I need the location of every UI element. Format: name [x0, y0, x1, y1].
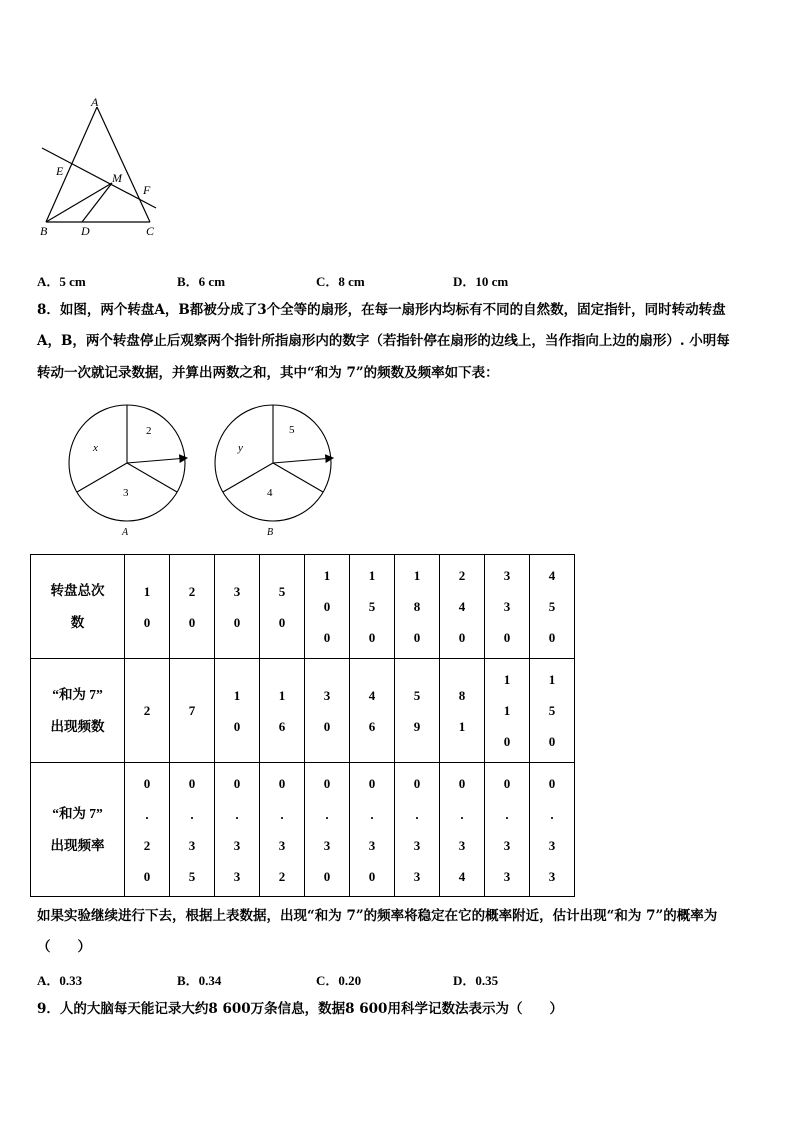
table-digit: 0: [278, 614, 286, 630]
side-ac: [97, 107, 150, 222]
table-digit: 0: [323, 868, 331, 884]
table-digit: 0: [368, 630, 376, 645]
label-e: E: [56, 164, 64, 178]
table-digit: 5: [368, 599, 376, 614]
table-digit: 2: [278, 868, 286, 884]
frequency-cell: [485, 763, 530, 897]
q8-option-d[interactable]: D．0.35: [453, 973, 499, 988]
label-a: A: [91, 95, 99, 109]
row-sum7-frequency: [31, 763, 575, 897]
table-digit: 3: [188, 837, 196, 853]
table-digit: 1: [548, 672, 556, 687]
table-digit: 0: [413, 775, 421, 791]
q8-option-c[interactable]: C．0.20: [316, 973, 362, 988]
q7-option-a[interactable]: A．5 cm: [37, 274, 86, 289]
total-cell: [350, 555, 395, 659]
table-digit: .: [505, 806, 509, 822]
table-digit: 3: [233, 868, 241, 884]
table-digit: 1: [368, 568, 376, 583]
table-digit: 0: [548, 734, 556, 749]
spinner-a-sector-left: x: [93, 442, 98, 454]
count-cell: [170, 659, 215, 763]
table-digit: 0: [143, 775, 151, 791]
q9-question: 9．人的大脑每天能记录大约8 600万条信息，数据8 600用科学记数法表示为（ ）: [37, 1001, 563, 1017]
total-cell: [260, 555, 305, 659]
q7-option-b[interactable]: B．6 cm: [177, 274, 226, 289]
table-digit: 0: [143, 614, 151, 630]
spinner-b-sector-left: y: [238, 442, 243, 454]
count-cell: [305, 659, 350, 763]
total-cell: [395, 555, 440, 659]
table-digit: 0: [323, 718, 331, 734]
table-digit: 1: [503, 703, 511, 718]
table-digit: 0: [323, 630, 331, 645]
row-header-count: “和为 7” 出现频数: [31, 659, 125, 763]
table-digit: .: [460, 806, 464, 822]
triangle-figure: [30, 90, 180, 245]
table-digit: 0: [188, 614, 196, 630]
table-digit: 6: [368, 718, 376, 734]
frequency-cell: [530, 763, 575, 897]
table-digit: 5: [548, 599, 556, 614]
table-digit: .: [235, 806, 239, 822]
table-digit: 2: [143, 837, 151, 853]
q8-line-3: 转动一次就记录数据，并算出两数之和，其中“和为 7”的频数及频率如下表：: [37, 365, 499, 381]
table-digit: 9: [413, 718, 421, 734]
frequency-cell: [350, 763, 395, 897]
table-digit: 0: [143, 868, 151, 884]
spinner-a-caption: A: [122, 527, 129, 538]
frequency-cell: [260, 763, 305, 897]
table-digit: .: [190, 806, 194, 822]
table-digit: 3: [323, 687, 331, 703]
table-digit: 0: [503, 630, 511, 645]
table-digit: 8: [458, 687, 466, 703]
q8-question-line-1: 如果实验继续进行下去，根据上表数据，出现“和为 7”的频率将稳定在它的概率附近，估计出现“和为 7”的概率为: [37, 908, 718, 924]
table-digit: .: [145, 806, 149, 822]
count-cell: [125, 659, 170, 763]
spinner-a-sector-bottom: 3: [123, 487, 129, 499]
count-cell: [395, 659, 440, 763]
spinner-b-sector-top: 5: [289, 424, 295, 436]
row-total-spins: [31, 555, 575, 659]
table-digit: 4: [548, 568, 556, 583]
side-ab: [46, 107, 97, 222]
table-digit: 3: [548, 868, 556, 884]
table-digit: 5: [413, 687, 421, 703]
table-digit: 2: [143, 703, 151, 718]
q8-answer-blank: （ ）: [37, 939, 91, 955]
total-cell: [125, 555, 170, 659]
table-digit: 3: [413, 868, 421, 884]
frequency-cell: [305, 763, 350, 897]
table-digit: 1: [323, 568, 331, 583]
count-cell: [350, 659, 395, 763]
table-digit: 3: [503, 868, 511, 884]
table-digit: 0: [323, 599, 331, 614]
table-digit: 3: [458, 837, 466, 853]
count-cell: [485, 659, 530, 763]
table-digit: .: [415, 806, 419, 822]
frequency-cell: [215, 763, 260, 897]
total-cell: [215, 555, 260, 659]
table-digit: 3: [233, 583, 241, 599]
table-digit: 3: [503, 599, 511, 614]
count-cell: [440, 659, 485, 763]
q8-line-2: A，B，两个转盘停止后观察两个指针所指扇形内的数字（若指针停在扇形的边线上，当作指向上边的扇形）. 小明每: [37, 333, 730, 349]
row-header-frequency: “和为 7” 出现频率: [31, 763, 125, 897]
total-cell: [530, 555, 575, 659]
table-digit: 8: [413, 599, 421, 614]
q7-option-d[interactable]: D．10 cm: [453, 274, 509, 289]
spinner-b-sector-bottom: 4: [267, 487, 273, 499]
count-cell: [215, 659, 260, 763]
segment-dm: [82, 183, 112, 222]
table-digit: 0: [458, 775, 466, 791]
table-digit: .: [280, 806, 284, 822]
frequency-table: [30, 554, 575, 897]
table-digit: 0: [503, 775, 511, 791]
table-digit: 3: [323, 837, 331, 853]
label-c: C: [146, 224, 155, 238]
spinners-figure: [60, 395, 350, 540]
table-digit: 1: [413, 568, 421, 583]
total-cell: [485, 555, 530, 659]
spinner-b-caption: B: [267, 527, 274, 538]
spinner-a: [69, 405, 187, 538]
table-digit: 0: [548, 775, 556, 791]
table-digit: 5: [548, 703, 556, 718]
table-digit: 0: [368, 775, 376, 791]
table-digit: 0: [368, 868, 376, 884]
table-digit: 0: [188, 775, 196, 791]
table-digit: 0: [458, 630, 466, 645]
count-cell: [260, 659, 305, 763]
table-digit: 5: [278, 583, 286, 599]
total-cell: [170, 555, 215, 659]
table-digit: 5: [188, 868, 196, 884]
table-digit: 4: [368, 687, 376, 703]
table-digit: 2: [188, 583, 196, 599]
table-digit: .: [550, 806, 554, 822]
table-digit: 3: [368, 837, 376, 853]
q8-option-b[interactable]: B．0.34: [177, 973, 222, 988]
q8-option-a[interactable]: A．0.33: [37, 973, 83, 988]
table-digit: 2: [458, 568, 466, 583]
table-digit: 1: [458, 718, 466, 734]
table-digit: 7: [188, 703, 196, 718]
pointer-b: [273, 458, 333, 463]
table-digit: 1: [143, 583, 151, 599]
table-digit: 1: [278, 687, 286, 703]
q7-option-c[interactable]: C．8 cm: [316, 274, 365, 289]
frequency-cell: [170, 763, 215, 897]
total-cell: [440, 555, 485, 659]
table-digit: 3: [503, 837, 511, 853]
q8-line-1: 8．如图，两个转盘A，B都被分成了3个全等的扇形，在每一扇形内均标有不同的自然数，固定指针，同时转动转盘: [37, 302, 726, 318]
table-digit: 3: [278, 837, 286, 853]
label-d: D: [81, 224, 90, 238]
table-digit: 0: [233, 775, 241, 791]
segment-bm: [46, 183, 112, 222]
table-digit: 0: [548, 630, 556, 645]
table-digit: 0: [323, 775, 331, 791]
table-digit: .: [370, 806, 374, 822]
table-digit: 0: [233, 614, 241, 630]
total-cell: [305, 555, 350, 659]
table-digit: 3: [503, 568, 511, 583]
label-b: B: [40, 224, 48, 238]
frequency-cell: [125, 763, 170, 897]
row-sum7-count: [31, 659, 575, 763]
table-digit: 3: [233, 837, 241, 853]
table-digit: .: [325, 806, 329, 822]
table-digit: 3: [548, 837, 556, 853]
row-header-total: 转盘总次 数: [31, 555, 125, 659]
frequency-cell: [440, 763, 485, 897]
table-digit: 3: [413, 837, 421, 853]
count-cell: [530, 659, 575, 763]
table-digit: 1: [503, 672, 511, 687]
label-m: M: [112, 171, 122, 185]
table-digit: 4: [458, 868, 466, 884]
table-digit: 4: [458, 599, 466, 614]
spinner-b: [215, 405, 333, 538]
table-digit: 0: [413, 630, 421, 645]
table-digit: 6: [278, 718, 286, 734]
table-digit: 0: [278, 775, 286, 791]
label-f: F: [143, 183, 151, 197]
pointer-a: [127, 458, 187, 463]
frequency-cell: [395, 763, 440, 897]
table-digit: 1: [233, 687, 241, 703]
spinner-a-sector-top: 2: [146, 425, 152, 437]
table-digit: 0: [503, 734, 511, 749]
table-digit: 0: [233, 718, 241, 734]
